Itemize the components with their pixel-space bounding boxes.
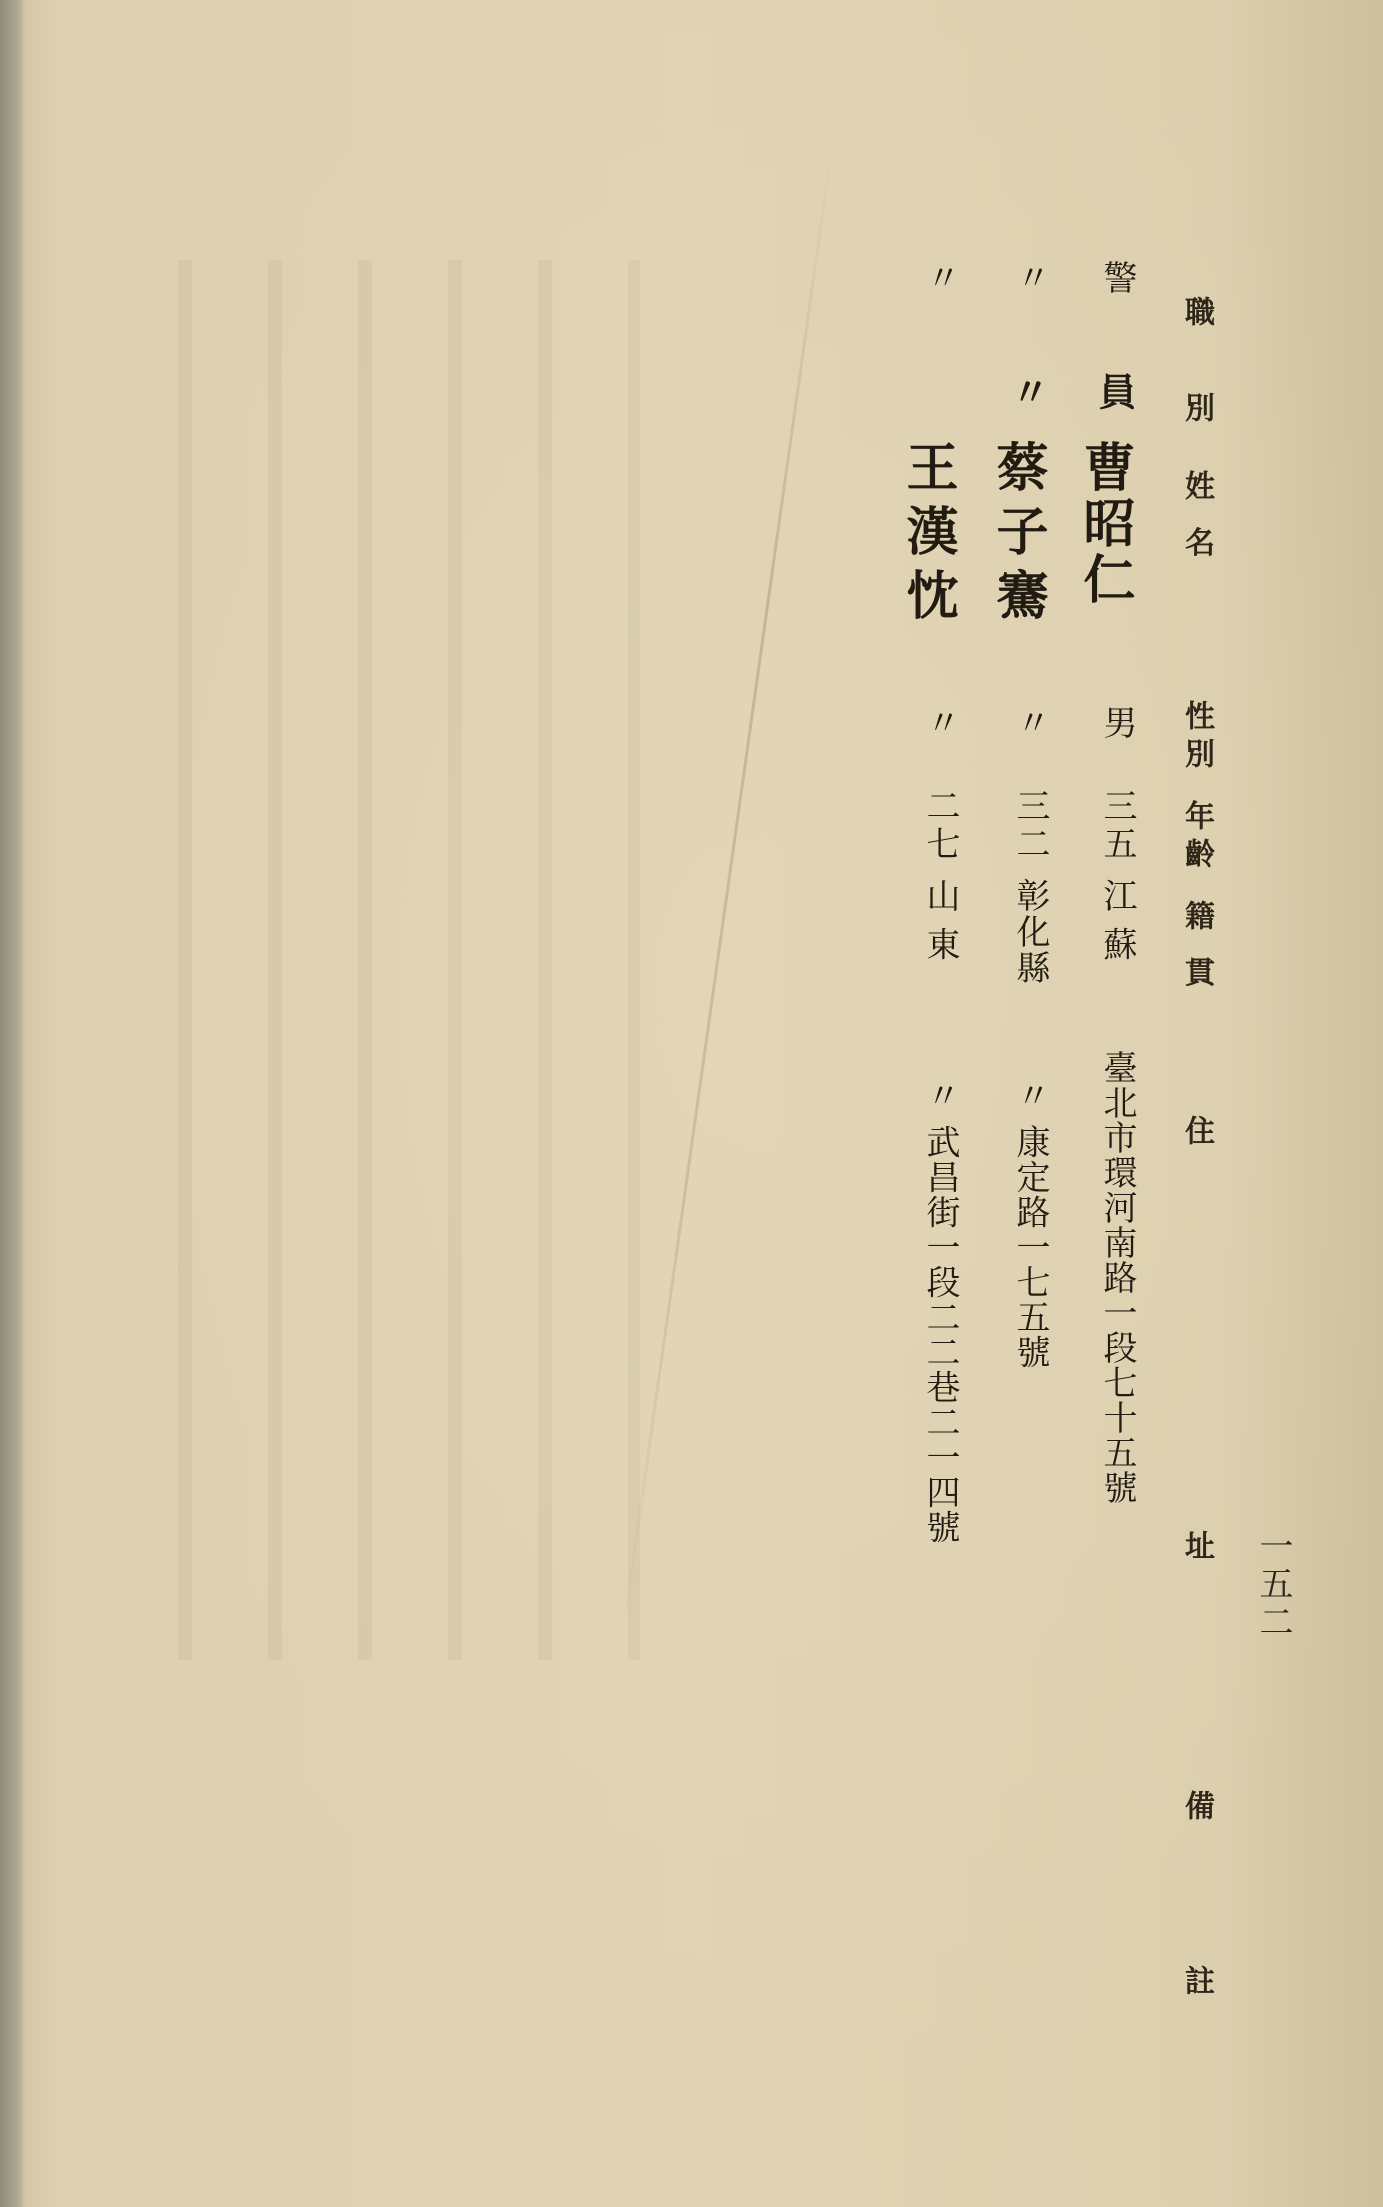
row-address: 〃 康定路一七五號 (1010, 1078, 1050, 1370)
row-age: 二七 (920, 788, 960, 864)
table-row (987, 0, 1055, 1900)
row-age: 三二 (1010, 788, 1050, 864)
row-title: 員 (1092, 372, 1137, 410)
table-header-column (1158, 0, 1218, 2003)
page-number: 一五二 (1253, 1528, 1293, 1642)
table-row (1074, 0, 1142, 1900)
row-origin: 彰化縣 (1010, 878, 1050, 986)
row-gender: 〃 (1010, 705, 1050, 739)
header-address-label-end: 址 (1179, 1530, 1214, 1568)
row-title: 〃 (1005, 372, 1050, 410)
row-name: 蔡子騫 (987, 440, 1048, 632)
row-age: 三五 (1097, 788, 1137, 864)
paper-fold-crease (621, 150, 833, 1636)
header-name-label: 姓 名 (1179, 470, 1214, 565)
row-name: 王漢忱 (897, 440, 958, 632)
row-rank: 〃 (920, 260, 960, 294)
bleed-through-texture (140, 260, 640, 1660)
row-address: 臺北市環河南路一段七十五號 (1097, 1050, 1137, 1505)
row-gender: 男 (1097, 705, 1137, 739)
row-gender: 〃 (920, 705, 960, 739)
header-origin-label: 籍 貫 (1179, 900, 1214, 995)
row-rank: 〃 (1010, 260, 1050, 294)
book-spine-shadow (0, 0, 24, 2207)
header-rank-label: 職 (1179, 296, 1214, 334)
row-origin: 江 蘇 (1097, 878, 1137, 963)
row-address: 〃 武昌街一段二二巷二一四號 (920, 1078, 960, 1545)
header-gender-label: 性別 (1179, 700, 1214, 776)
row-name: 曹昭仁 (1074, 440, 1135, 608)
header-title-label: 別 (1179, 392, 1214, 430)
header-age-label: 年齡 (1179, 800, 1214, 876)
row-rank: 警 (1097, 260, 1137, 294)
table-row (897, 0, 965, 1900)
header-remarks-label-end: 註 (1179, 1965, 1214, 2003)
header-address-label: 住 (1179, 1115, 1214, 1153)
header-remarks-label: 備 (1179, 1790, 1214, 1828)
row-origin: 山 東 (920, 878, 960, 963)
